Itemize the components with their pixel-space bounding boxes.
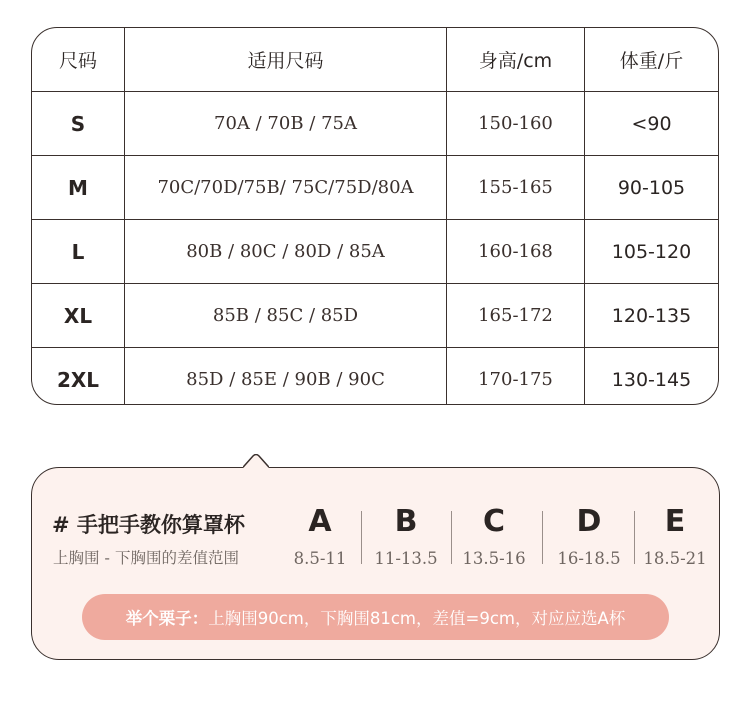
cup-guide-subtitle: 上胸围 - 下胸围的差值范围 [53,549,239,567]
height-cell: 170-175 [446,348,584,405]
cup-guide-panel [31,467,720,660]
cup-letter: C [482,504,506,539]
height-cell: 165-172 [446,284,584,347]
cup-divider [542,511,543,564]
height-cell: 160-168 [446,220,584,283]
cup-range: 11-13.5 [374,549,438,568]
fit-cell: 70C/70D/75B/ 75C/75D/80A [124,156,446,219]
cup-guide-title: # 手把手教你算罩杯 [52,513,245,537]
cup-column-c [449,506,539,568]
table-row [32,219,718,283]
cup-range: 18.5-21 [643,549,707,568]
fit-cell: 80B / 80C / 80D / 85A [124,220,446,283]
size-table [31,27,719,405]
cup-letter: D [576,504,602,539]
table-row [32,283,718,347]
header-weight: 体重/斤 [584,28,718,91]
size-cell: M [68,175,88,200]
weight-cell: <90 [584,92,718,155]
size-cell: S [70,111,86,136]
header-fit: 适用尺码 [124,28,446,91]
weight-cell: 120-135 [584,284,718,347]
cup-column-e [630,506,720,568]
header-height: 身高/cm [446,28,584,91]
weight-cell: 105-120 [584,220,718,283]
fit-cell: 85D / 85E / 90B / 90C [124,348,446,405]
cup-column-d [544,506,634,568]
weight-cell: 130-145 [584,348,718,405]
cup-letter: A [308,504,332,539]
table-row [32,347,718,405]
size-cell: 2XL [56,367,100,392]
table-row [32,91,718,155]
cup-range: 13.5-16 [462,549,526,568]
example-text: 上胸围90cm，下胸围81cm，差值=9cm，对应应选A杯 [208,609,626,628]
cup-letter: E [664,504,686,539]
weight-cell: 90-105 [584,156,718,219]
size-table-header [32,28,718,91]
example-lead: 举个栗子： [125,609,209,628]
cup-column-a [275,506,365,568]
table-row [32,155,718,219]
size-cell: L [71,239,85,264]
height-cell: 155-165 [446,156,584,219]
cup-column-b [361,506,451,568]
cup-range: 16-18.5 [557,549,621,568]
size-cell: XL [63,303,93,328]
fit-cell: 70A / 70B / 75A [124,92,446,155]
cup-range: 8.5-11 [293,549,347,568]
cup-letter: B [394,504,418,539]
header-size: 尺码 [58,50,97,72]
example-pill [82,594,669,640]
fit-cell: 85B / 85C / 85D [124,284,446,347]
height-cell: 150-160 [446,92,584,155]
speech-notch [243,454,269,469]
